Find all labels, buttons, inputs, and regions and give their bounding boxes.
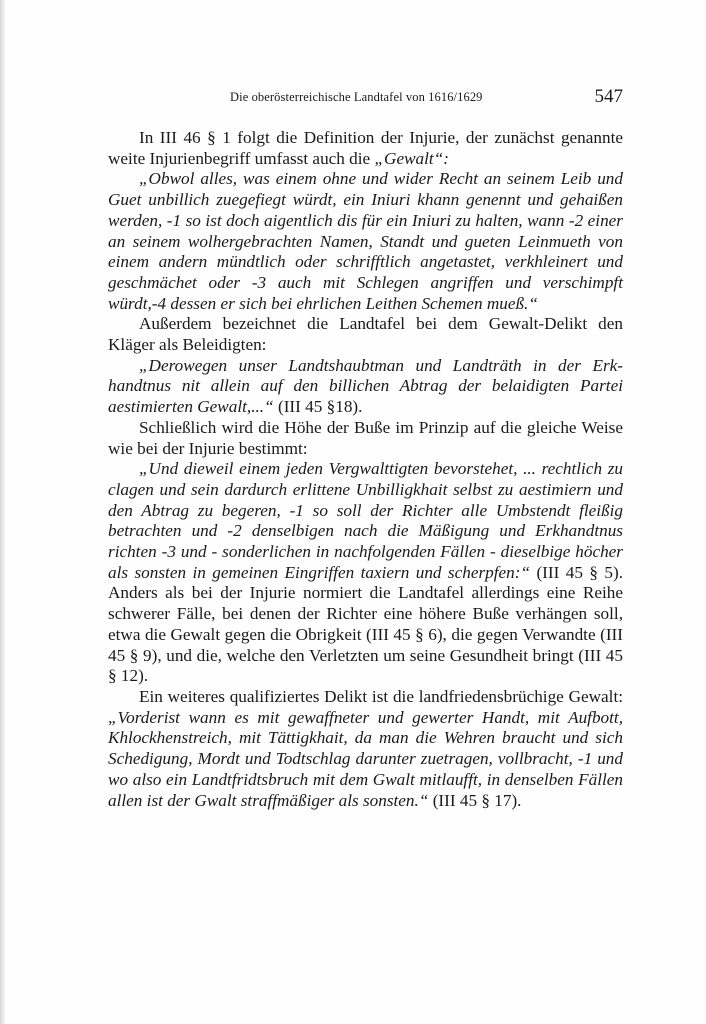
quoted-term: „Gewalt“: <box>374 148 449 168</box>
paragraph-injurie-definition <box>108 128 623 169</box>
page-number: 547 <box>594 86 623 107</box>
paragraph-text: (III 45 § 5). Anders als bei der Injurie normiert die Landtafel allerdings eine Reihe schwerer Fälle, bei denen der Richter eine höhere Buße verhängen soll, etwa die Gewalt gegen die Obrigkeit (III 45 § 6), die gegen Verwandte (III 45 § 9), und die, welche den Verletzten um seine Gesundheit bringt (III 45 § 12). <box>108 562 623 686</box>
citation: (III 45 § 17). <box>428 790 522 810</box>
quote-injurie <box>108 169 623 314</box>
paragraph-text: Ein weiteres qualifiziertes Delikt ist die landfriedensbrüchige Gewalt: <box>139 686 623 706</box>
quote-vergwalttigten <box>108 459 623 687</box>
quote-text: „Und dieweil einem jeden Vergwalttigten bevorstehet, ... rechtlich zu clagen und sein dardurch erlittene Unbilligkhait selbst zu aestimiern und den Abtrag zu begeren, -1 so soll der Richter alle Umbstendt fleißig betrachten und -2 denselbigen nach die Mäßigung und Erkhandtnus richten -3 und - sonderlichen in nachfolgenden Fällen - dieselbige höcher als sonsten in gemeinen Eingriffen taxiern und scherpfen:“ <box>108 459 623 582</box>
paragraph-gewalt-delikt: Außerdem bezeichnet die Landtafel bei dem Gewalt-Delikt den Kläger als Beleidigten: <box>108 314 623 355</box>
quote-text: „Obwol alles, was einem ohne und wider Recht an seinem Leib und Guet unbillich zuegefiegt würdt, ein Iniuri khann genennt und gehaißen werden, -1 so ist doch aigentlich dis für ein Iniuri zu halten, wann -2 einer an seinem wolhergebrachten Namen, Standt und gueten Leinmueth von einem andern mündtlich oder schrifftlich angetastet, verkhleinert und geschmächet oder -3 auch mit Schlegen angriffen und verschimpft würdt,-4 dessen er sich bei ehrlichen Leithen Schemen mueß.“ <box>108 169 623 313</box>
paragraph-busse: Schließlich wird die Höhe der Buße im Prinzip auf die gleiche Weise wie bei der Injurie bestimmt: <box>108 417 623 458</box>
paragraph-landfriedensbruch <box>108 687 623 811</box>
body-text <box>108 128 623 811</box>
page-header <box>108 86 623 114</box>
quote-text: „Derowegen unser Landtshaubtman und Landträth in der Erkhandtnus nit allein auf den billichen Abtrag der belaidigten Partei aestimierten Gewalt,...“ <box>108 355 623 417</box>
running-title: Die oberösterreichische Landtafel von 1616/1629 <box>230 90 483 104</box>
citation: (III 45 §18). <box>273 397 363 417</box>
page-edge-shadow <box>0 0 6 1024</box>
quote-text: „Vorderist wann es mit gewaffneter und gewerter Handt, mit Aufbott, Khlockhenstreich, mit Tättigkhait, da man die Wehren braucht und sich Schedigung, Mordt und Todtschlag darunter zuetragen, vollbracht, -1 und wo also ein Landtfridtsbruch mit dem Gwalt mitlaufft, in denselben Fällen allen ist der Gwalt straffmäßiger als sonsten.“ <box>108 707 623 810</box>
quote-landtshaubtman <box>108 356 623 418</box>
paragraph-text: In III 46 § 1 folgt die Definition der Injurie, der zunächst genannte weite Injurienbegriff umfasst auch die <box>108 128 623 168</box>
